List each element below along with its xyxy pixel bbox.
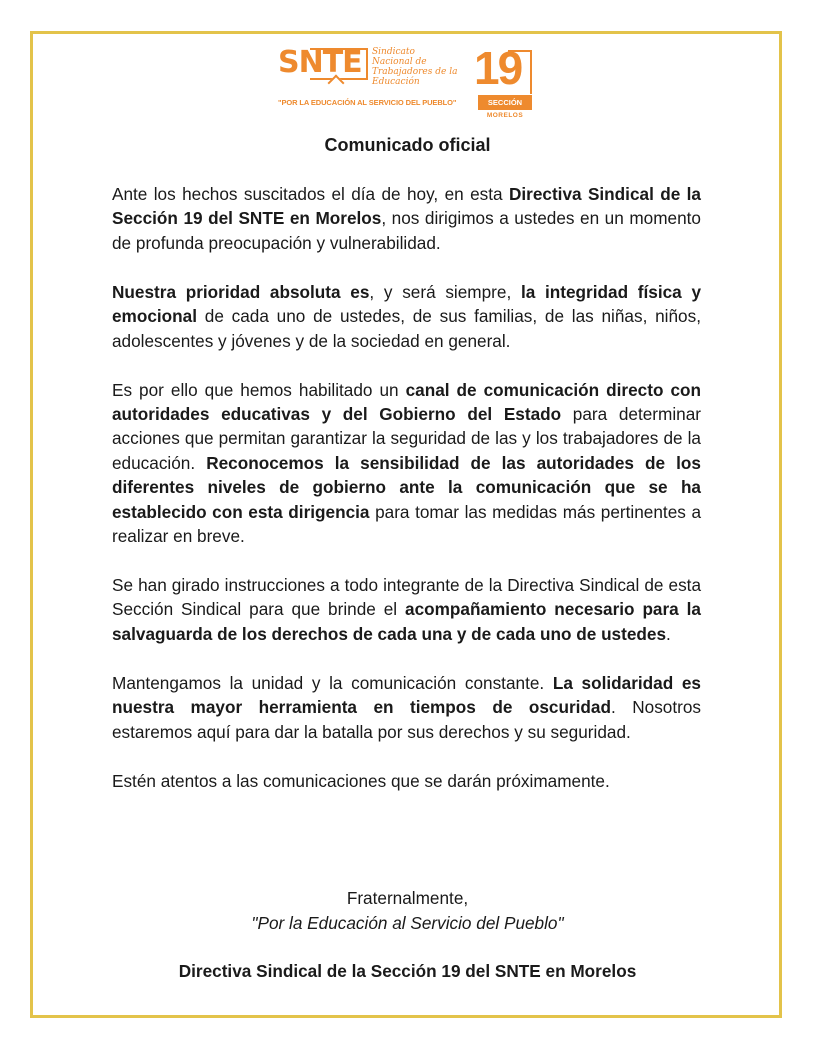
closing-block (0, 886, 815, 936)
document-body (112, 182, 701, 818)
paragraph (112, 573, 701, 646)
logo-acronym: SNTE (278, 45, 362, 80)
paragraph (112, 182, 701, 255)
logo-name-line: Educación (372, 77, 420, 87)
bold-text: acompañamiento necesario para la salvaguarda de los derechos de cada una y de cada uno de ustedes (112, 599, 701, 644)
text: de cada uno de ustedes, de sus familias, de las niñas, niños, adolescentes y jóvenes y de la sociedad en general. (112, 306, 701, 351)
signature: Directiva Sindical de la Sección 19 del SNTE en Morelos (178, 961, 637, 981)
text: Mantengamos la unidad y la comunicación constante. (112, 672, 553, 693)
paragraph (112, 671, 701, 744)
logo-name-line: Sindicato (372, 47, 415, 57)
bold-text: Nuestra prioridad absoluta es (112, 281, 370, 302)
bold-text: Reconocemos la sensibilidad de las autoridades de los diferentes niveles de gobierno ante la comunicación que se ha establecido con esta dirigencia (112, 452, 701, 522)
section-number: 19 (474, 42, 522, 94)
text: para tomar las medidas más pertinentes a realizar en breve. (112, 501, 701, 547)
text: , y será siempre, (369, 281, 521, 302)
closing-motto: "Por la Educación al Servicio del Pueblo" (251, 913, 564, 933)
logo-name-line: Nacional de (372, 57, 427, 67)
logo-name-line: Trabajadores de la (372, 67, 458, 77)
state-label: MORELOS (486, 112, 524, 119)
logo-full-name (372, 47, 472, 87)
text: Ante los hechos suscitados el día de hoy, en esta (112, 184, 509, 204)
text: Se han girado instrucciones a todo integrante de la Directiva Sindical de esta Sección Sindical para que brinde el (112, 575, 701, 620)
logo-motto: "POR LA EDUCACIÓN AL SERVICIO DEL PUEBLO" (278, 98, 457, 107)
paragraph (112, 378, 701, 549)
bold-text: Directiva Sindical de la Sección 19 del SNTE en Morelos (112, 184, 701, 229)
text: . (666, 623, 671, 644)
section-label: SECCIÓN (478, 95, 532, 110)
bold-text: La solidaridad es nuestra mayor herramienta en tiempos de oscuridad (112, 672, 701, 718)
text: para determinar acciones que permitan garantizar la seguridad de las y los trabajadores de la educación. (112, 404, 701, 473)
text: Es por ello que hemos habilitado un (112, 379, 406, 400)
paragraph (112, 769, 701, 793)
snte-logo (278, 44, 536, 122)
bold-text: canal de comunicación directo con autoridades educativas y del Gobierno del Estado (112, 379, 702, 425)
text: Estén atentos a las comunicaciones que se darán próximamente. (112, 770, 610, 791)
salutation: Fraternalmente, (346, 888, 469, 908)
text: , nos dirigimos a ustedes en un momento de profunda preocupación y vulnerabilidad. (112, 208, 701, 253)
document-title: Comunicado oficial (324, 135, 491, 155)
bold-text: la integridad física y emocional (112, 281, 701, 327)
paragraph (112, 280, 701, 353)
text: . Nosotros estaremos aquí para dar la batalla por sus derechos y su seguridad. (112, 697, 701, 742)
